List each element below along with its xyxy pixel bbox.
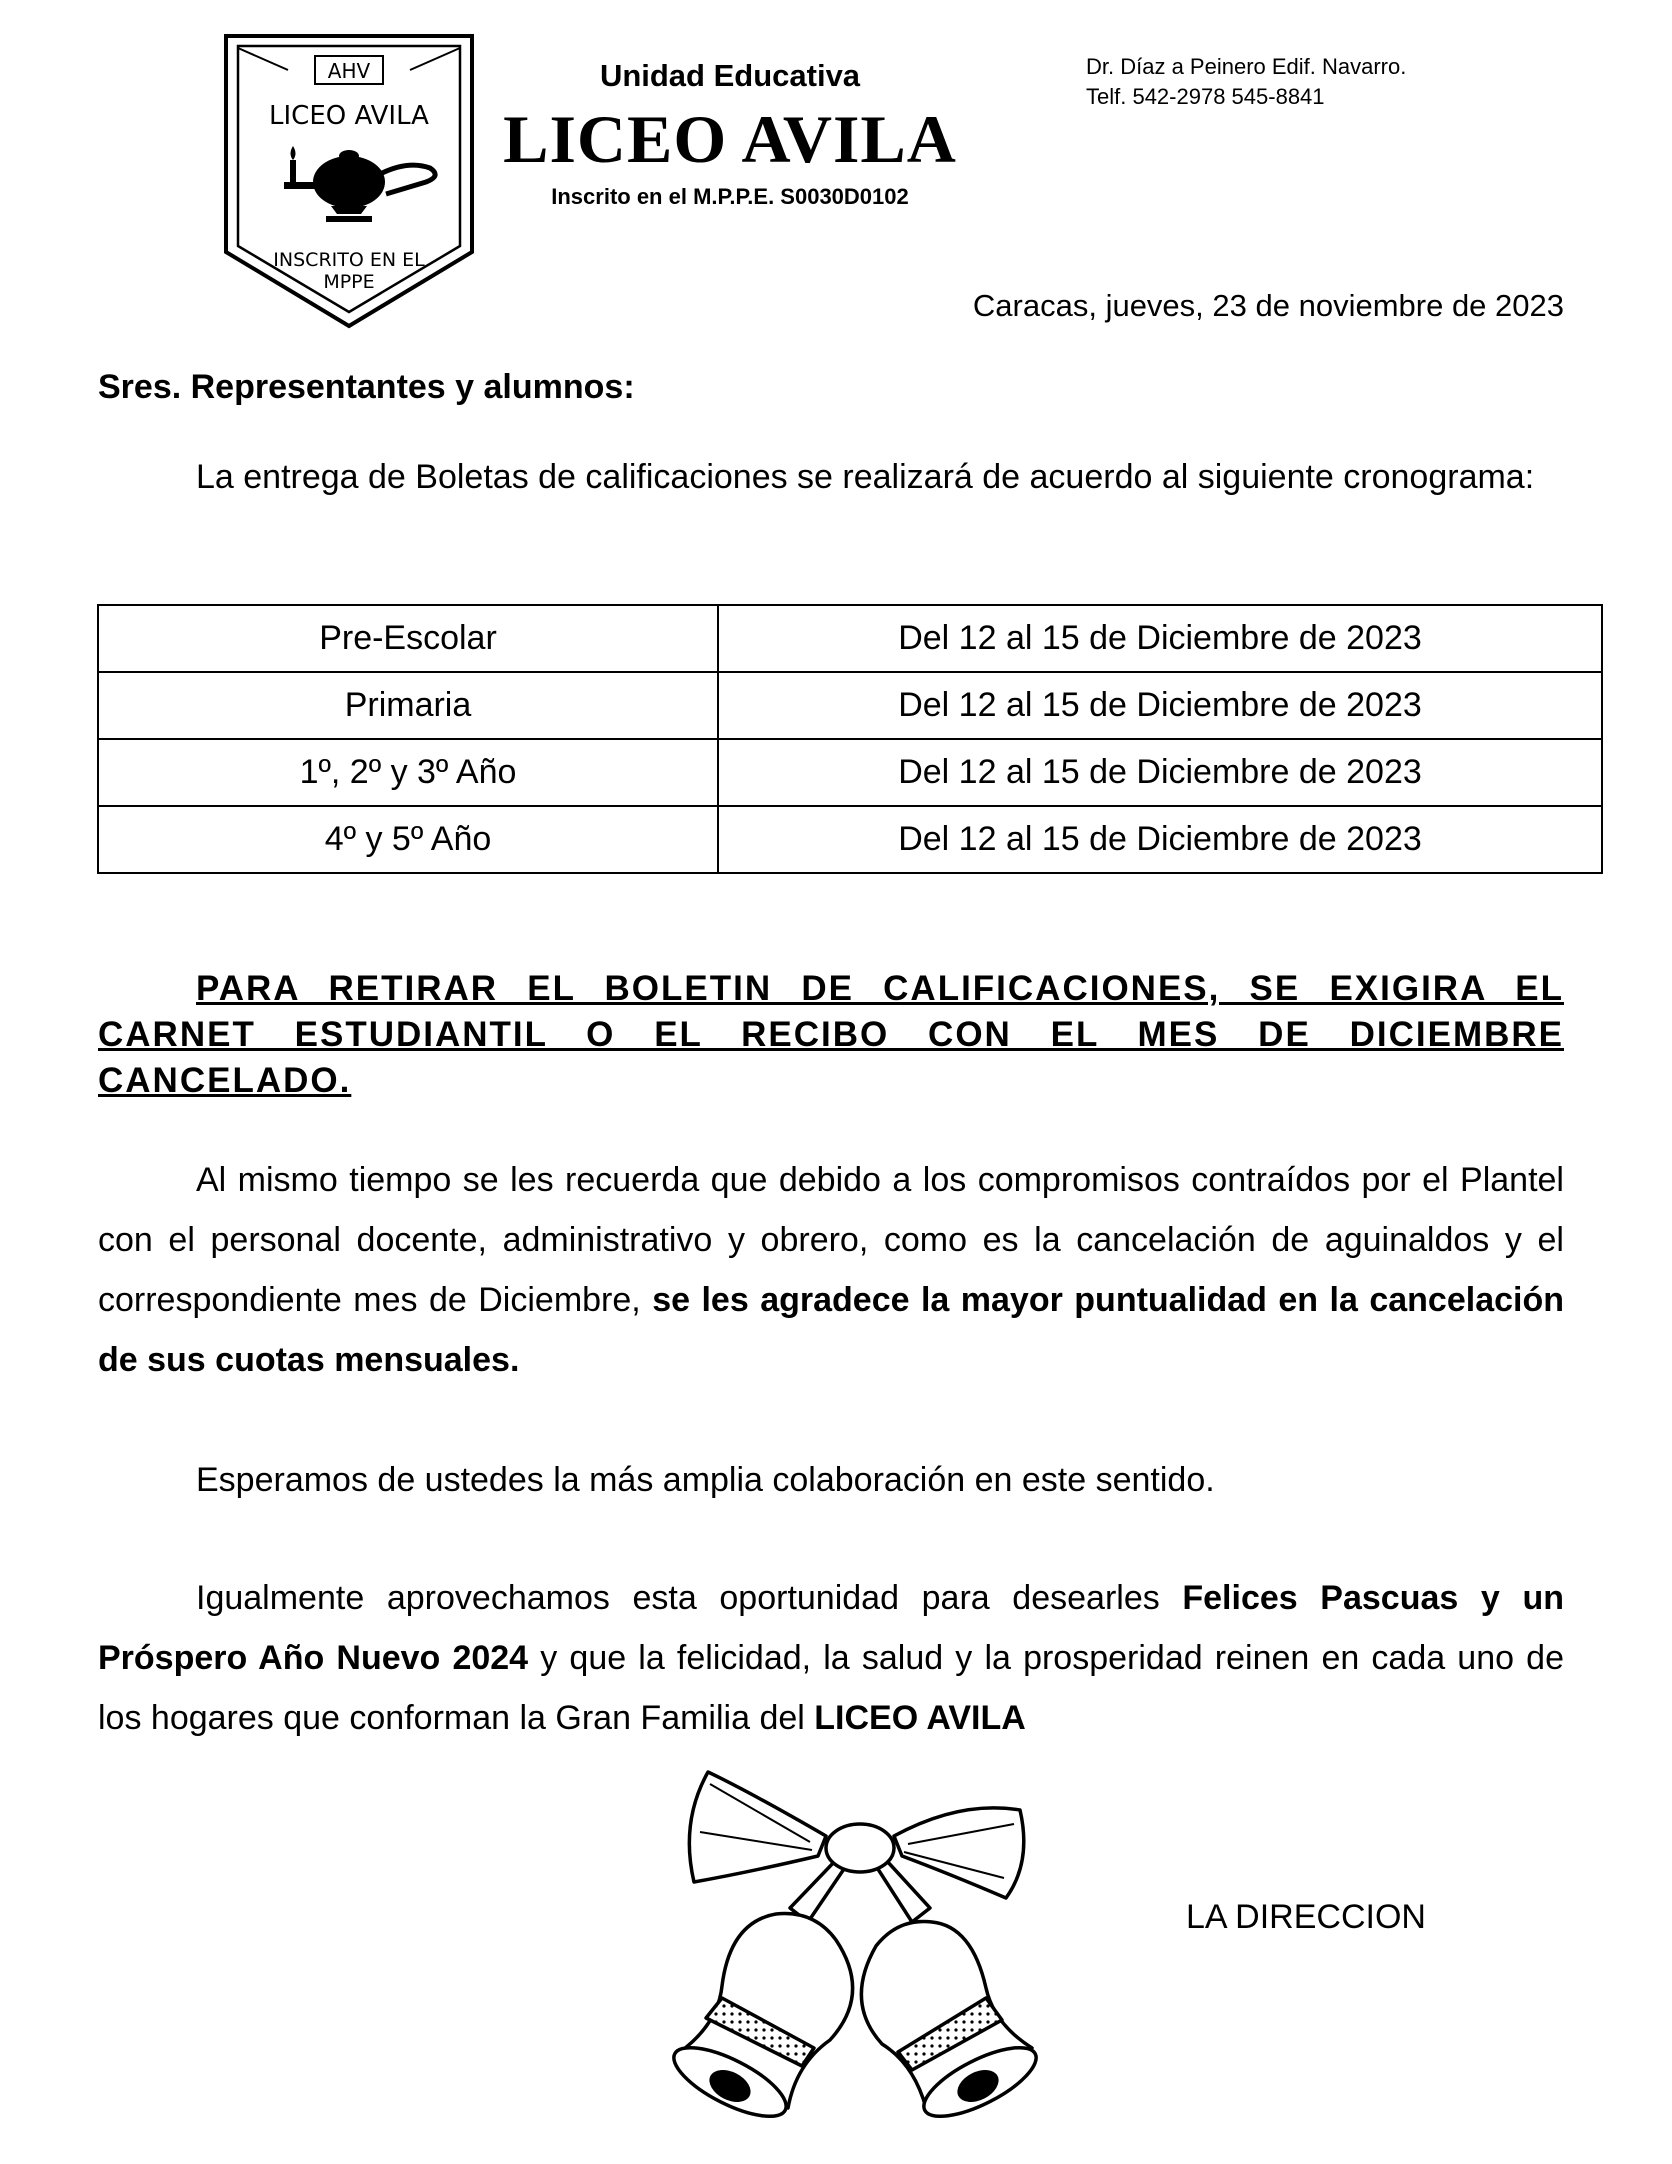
registration-number: Inscrito en el M.P.P.E. S0030D0102 xyxy=(551,184,909,209)
level-cell: Primaria xyxy=(98,672,718,739)
address-block xyxy=(1086,52,1406,112)
dates-cell: Del 12 al 15 de Diciembre de 2023 xyxy=(718,806,1602,873)
table-row xyxy=(98,605,1602,672)
crest-name: LICEO AVILA xyxy=(269,101,429,131)
reminder-paragraph xyxy=(98,1150,1564,1390)
dates-cell: Del 12 al 15 de Diciembre de 2023 xyxy=(718,739,1602,806)
dates-cell: Del 12 al 15 de Diciembre de 2023 xyxy=(718,672,1602,739)
address-line: Dr. Díaz a Peinero Edif. Navarro. xyxy=(1086,54,1407,79)
crest-initials: AHV xyxy=(327,59,371,83)
crest-inscription-line1: INSCRITO EN EL xyxy=(273,249,425,271)
crest-inscription-line2: MPPE xyxy=(323,271,375,293)
collaboration-paragraph: Esperamos de ustedes la más amplia colaboración en este sentido. xyxy=(196,1461,1215,1499)
level-cell: 4º y 5º Año xyxy=(98,806,718,873)
requirement-notice: PARA RETIRAR EL BOLETIN DE CALIFICACIONES, SE EXIGIRA EL CARNET ESTUDIANTIL O EL RECIBO CON EL MES DE DICIEMBRE CANCELADO. xyxy=(98,969,1564,1100)
reminder-bold-text: se les agradece la mayor puntualidad en la cancelación de sus cuotas mensuales. xyxy=(98,1281,1564,1379)
phone-line: Telf. 542-2978 545-8841 xyxy=(1086,84,1325,109)
signature: LA DIRECCION xyxy=(1186,1898,1426,1936)
level-cell: Pre-Escolar xyxy=(98,605,718,672)
table-row xyxy=(98,672,1602,739)
schedule-table xyxy=(97,604,1603,874)
letter-date: Caracas, jueves, 23 de noviembre de 2023 xyxy=(972,288,1564,323)
greetings-text-1: Igualmente aprovechamos esta oportunidad para desearles xyxy=(196,1579,1160,1617)
greetings-bold-1: Felices Pascuas y un Próspero Año Nuevo 2024 xyxy=(98,1579,1565,1677)
table-row xyxy=(98,739,1602,806)
greetings-bold-2: LICEO AVILA xyxy=(814,1699,1026,1737)
salutation: Sres. Representantes y alumnos: xyxy=(98,368,635,406)
greetings-text-2: y que la felicidad, la salud y la prosperidad reinen en cada uno de los hogares que conforman la Gran Familia del xyxy=(98,1639,1564,1737)
christmas-bells-icon xyxy=(640,1762,1060,2152)
table-row xyxy=(98,806,1602,873)
level-cell: 1º, 2º y 3º Año xyxy=(98,739,718,806)
intro-paragraph: La entrega de Boletas de calificaciones se realizará de acuerdo al siguiente cronograma: xyxy=(196,458,1535,496)
school-subtitle: Unidad Educativa xyxy=(599,58,861,93)
dates-cell: Del 12 al 15 de Diciembre de 2023 xyxy=(718,605,1602,672)
school-title: LICEO AVILA xyxy=(503,101,957,177)
school-crest-logo xyxy=(218,30,480,330)
greetings-paragraph xyxy=(98,1568,1564,1748)
reminder-text: Al mismo tiempo se les recuerda que debido a los compromisos contraídos por el Plantel con el personal docente, administrativo y obrero, como es la cancelación de aguinaldos y el correspondiente mes de Diciembre, xyxy=(98,1161,1564,1319)
